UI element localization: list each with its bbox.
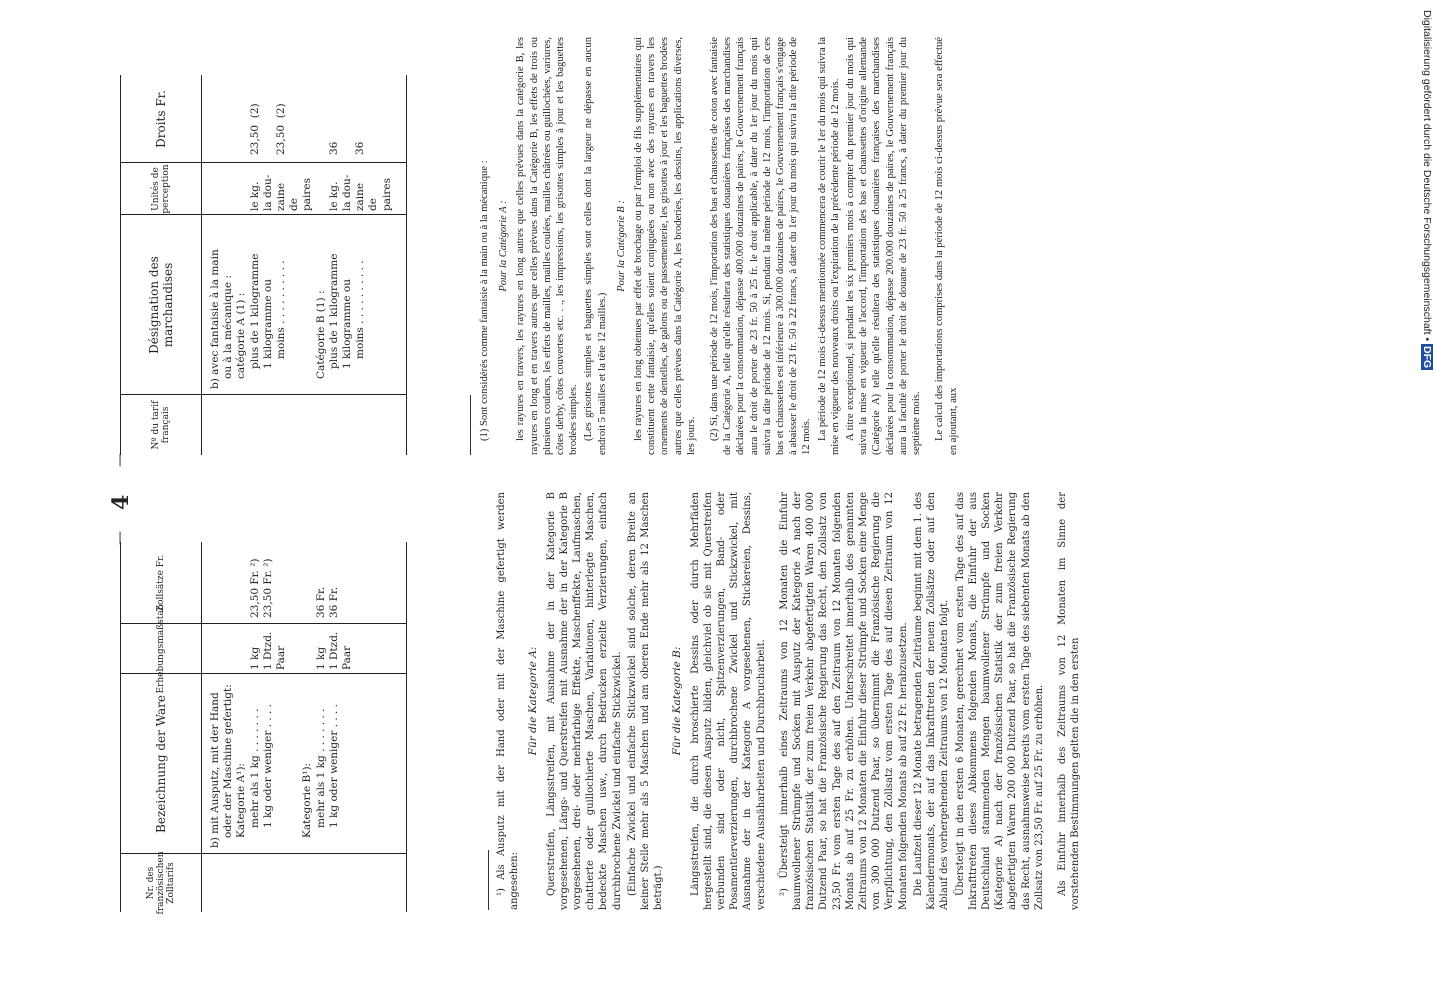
german-cell-rate: 36 Fr.	[327, 586, 340, 618]
german-cell-unit: Paar	[275, 645, 287, 670]
dash-left: —	[112, 531, 128, 545]
french-cell-desc: plus de 1 kilogramme	[248, 253, 261, 389]
french-cell-desc: catégorie A (1) :	[235, 292, 248, 389]
dfg-logo: DFG	[1421, 346, 1433, 369]
french-cell-rate: 23,50 (2)	[248, 103, 261, 155]
french-cell-unit: le kg.	[327, 181, 340, 211]
french-cell-unit: le kg.	[248, 181, 261, 211]
german-para-intro: ¹) Als Ausputz mit der Hand oder mit der Maschine gefertigt werden angesehen:	[496, 492, 521, 910]
french-para-note-2: (2) Si, dans une période de 12 mois, l'importation des bas et chaussettes de coton avec fantaisie de la Catégorie A, telle qu'elle résultera des statistiques douanières françaises des marchandises déclarées pour la consommation, dépasse 400.000 douzaines de paires, le Gouvernement français aura le droit de porter de 23 fr. 50 à 25 fr. le droit applicable, à dater du 1er jour du mois qui suivra la dite période de 12 mois. Si, pendant la même période de 12 mois, l'importation de ces bas et chaussettes est inférieure à 300.000 douzaines de paires, le Gouvernement français s'engage à abaisser le droit de 23 fr. 50 à 22 francs, à dater du 1er jour du mois qui suivra la dite période de 12 mois.	[709, 37, 813, 455]
german-tariff-table	[120, 542, 407, 915]
french-cell-desc: moins . . . . . . . . . .	[354, 260, 367, 389]
french-cell-rate: 23,50 (2)	[275, 103, 287, 155]
french-cell-desc: b) avec fantaisie à la main	[209, 249, 221, 389]
french-para-intro: (1) Sont considérés comme fantaisie à la main ou à la mécanique :	[479, 160, 490, 441]
french-cell-unit: zaine	[354, 182, 367, 211]
french-heading-category-b: Pour la Catégorie B :	[615, 200, 627, 292]
french-cell-unit: de	[288, 198, 301, 211]
dash-right: —	[112, 453, 128, 467]
german-header-tariff-no: Nr. des französischen Zolltarifs	[146, 851, 176, 915]
german-header-unit: Erhebungsmaßstab	[156, 604, 166, 694]
german-para-category-a: Querstreifen, Längsstreifen, mit Ausnahme der in der Kategorie B vorgesehenen, Längs- und Querstreifen mit Ausnahme der in der Kategorie B vorgesehenen, drei- oder mehrfarbige Effekte, Maschenffekte, Laufmaschen, chattierte oder guillochierte Maschen, Variationen, hinterlegte Maschen, bedeckte Maschen usw., durch Bedrucken erzielte Verzierungen, einfach durchbrochene Zwickel und einfache Stickzwickel.	[545, 492, 623, 910]
french-cell-rate: 36	[354, 141, 367, 155]
german-header-rate: Zollsätze Fr.	[156, 554, 166, 612]
french-footnotes	[478, 37, 962, 455]
french-footnote-rule	[470, 395, 471, 455]
french-cell-desc: 1 kilogramme ou	[341, 279, 353, 389]
french-para-calcul: Le calcul des importations comprises dans la période de 12 mois ci-dessus prévue sera effectué en ajoutant, aux	[934, 37, 959, 455]
german-cell-unit: Paar	[341, 645, 353, 670]
french-cell-unit: la dou-	[261, 174, 274, 211]
german-cell-desc: oder der Maschine gefertigt:	[222, 684, 235, 848]
french-heading-category-a: Pour la Catégorie A :	[498, 200, 510, 292]
german-cell-unit: 1 Dtzd.	[261, 631, 274, 670]
german-para-laufzeit: Die Laufzeit dieser 12 Monate betragenden Zeiträume beginnt mit dem 1. des Kalendermonats, der auf das Inkrafttreten der neuen Zollsätze oder auf den Ablauf des vorhergehenden Zeitraums von 12 Monaten folgt.	[912, 492, 951, 910]
german-cell-rate: 23,50 Fr. ²)	[248, 558, 261, 618]
german-cell-desc: Kategorie A¹):	[235, 763, 248, 848]
french-para-periode: La période de 12 mois ci-dessus mentionnée commencera de courir le 1er du mois qui suivra la mise en vigueur des nouveaux droits ou l'expiration de la précédente période de 12 mois.	[816, 37, 841, 455]
german-cell-unit: 1 kg	[248, 646, 261, 670]
french-para-category-b: les rayures en long obtenues par effet de brochage ou par l'emploi de fils supplémentaires qui constituent cette fantaisie, qu'elles soient conjuguées ou non avec des rayures en travers les ornements de dentelles, de galons ou de passementerie, les grisottes à jour et les baguettes brodées autres que celles prévues dans la Catégorie A, les broderies, les dessins, les applications diverses, les jours.	[633, 37, 697, 455]
digitization-note	[1420, 10, 1434, 990]
french-header-tariff-no: Nº du tarif français	[151, 400, 171, 450]
german-cell-unit: 1 Dtzd.	[327, 631, 340, 670]
german-cell-desc: Kategorie B¹):	[301, 762, 314, 848]
page-number: 4	[108, 494, 134, 510]
german-footnotes	[495, 492, 1084, 910]
german-cell-rate: 23,50 Fr. ²)	[261, 558, 274, 618]
french-cell-unit: paires	[301, 178, 314, 211]
french-header-unit: Unités de perception	[151, 164, 171, 214]
german-cell-rate: 36 Fr.	[314, 586, 327, 618]
french-cell-desc: ou à la mécanique :	[222, 275, 235, 389]
german-para-zwickel: (Einfache Zwickel und einfache Stickzwickel sind solche, deren Breite an keiner Stelle mehr als 5 Maschen und am oberen Ende mehr als 12 Maschen beträgt.)	[626, 492, 665, 910]
german-cell-unit: 1 kg	[314, 646, 327, 670]
german-para-category-b: Längsstreifen, die durch broschierte Dessins oder durch Mehrfäden hergestellt sind, die diesen Ausputz bilden, gleichviel ob sie mit Querstreifen verbunden sind oder nicht, Spitzenverzierungen, Band- oder Posamentierverzierungen, durchbrochene Zwickel und Stickzwickel, mit Ausnahme der in der Kategorie A vorgesehenen, Stickereien, Dessins, verschiedene Ausnäharbeiten und Durchbrucharbeit.	[689, 492, 767, 910]
digitization-note-text: Digitalisierung gefördert durch die Deutsche Forschungsgemeinschaft •	[1421, 10, 1433, 342]
french-para-grisottes: (Les grisottes simples et baguettes simples sont celles dont la largeur ne dépasse en aucun endroit 5 mailles et la tête 12 mailles.)	[583, 37, 608, 455]
french-cell-unit: zaine	[275, 182, 287, 211]
french-tariff-table	[120, 75, 407, 455]
german-header-description: Bezeichnung der Ware	[154, 695, 168, 833]
german-cell-desc: b) mit Ausputz, mit der Hand	[209, 692, 221, 848]
german-heading-category-b: Für die Kategorie B:	[671, 646, 684, 756]
french-cell-desc: 1 kilogramme ou	[261, 279, 274, 389]
german-cell-desc: mehr als 1 kg . . . . . . .	[248, 708, 261, 848]
german-para-note-2: ²) Übersteigt innerhalb eines Zeitraums von 12 Monaten die Einfuhr baumwollener Strümpfe und Socken mit Ausputz der Kategorie A nach der französischen Statistik der zum freien Verkehr abgefertigten Waren 400 000 Dutzend Paar, so hat die Französische Regierung das Recht, den Zollsatz von 23,50 Fr. vom ersten Tage des auf den Zeitraum von 12 Monaten folgenden Monats ab auf 25 Fr. zu erhöhen. Unterschreitet innerhalb des genannten Zeitraums von 12 Monaten die Einfuhr dieser Strümpfe und Socken eine Menge von 300 000 Dutzend Paar, so übernimmt die Französische Regierung die Verpflichtung, den Zollsatz vom ersten Tage des auf diesen Zeitraum von 12 Monaten folgenden Monats ab auf 22 Fr. herabzusetzen.	[778, 492, 909, 910]
french-cell-desc: moins . . . . . . . . . .	[275, 260, 287, 389]
german-para-calculation: Als Einfuhr innerhalb des Zeitraums von 12 Monaten im Sinne der vorstehenden Bestimmungen gelten die in den ersten	[1056, 492, 1082, 910]
french-cell-rate: 36	[327, 141, 340, 155]
french-para-exception: A titre exceptionnel, si pendant les six premiers mois à compter du premier jour du mois qui suivra la mise en vigueur de l'accord, l'importation des bas et chaussettes d'origine allemande (Catégorie A) telle qu'elle résultera des statistiques douanières françaises des marchandises déclarées pour la consommation, dépasse 200.000 douzaines de paires, le Gouvernement français aura la faculté de porter le droit de douane de 23 fr. 50 à 25 francs, à dater du premier jour du septième mois.	[845, 37, 923, 455]
french-cell-unit: paires	[380, 178, 393, 211]
french-header-rate: Droits Fr.	[154, 90, 168, 148]
french-header-description: Désignation des marchandises	[147, 256, 175, 354]
german-heading-category-a: Für die Kategorie A:	[527, 646, 540, 756]
french-cell-unit: la dou-	[341, 174, 353, 211]
french-cell-unit: de	[367, 198, 380, 211]
french-cell-desc: plus de 1 kilogramme	[327, 253, 340, 389]
french-para-category-a: les rayures en travers, les rayures en long autres que celles prévues dans la catégorie B, les rayures en long et en travers autres que celles prévues dans la Catégorie B, les effets de trois ou plusieurs couleurs, les effets de mailles, mailles coulées, mailles châtrées ou guillochées, variures, côtes derby, côtes couvertes etc. . ., les impressions, les grisottes simples à jour et les baguettes brodées simples.	[515, 37, 580, 455]
german-cell-desc: 1 kg oder weniger . . . .	[261, 703, 274, 848]
german-cell-desc: 1 kg oder weniger . . . .	[327, 703, 340, 848]
german-para-exception: Übersteigt in den ersten 6 Monaten, gerechnet vom ersten Tage des auf das Inkrafttreten dieses Abkommens folgenden Monats, die Einfuhr der aus Deutschland stammenden Mengen baumwollener Strümpfe und Socken (Kategorie A) nach der französischen Statistik der zum freien Verkehr abgefertigten Waren 200 000 Dutzend Paar, so hat die Französische Regierung das Recht, ausnahmsweise bereits vom ersten Tage des siebenten Monats ab den Zollsatz von 23,50 Fr. auf 25 Fr. zu erhöhen.	[954, 492, 1045, 910]
german-footnote-rule	[488, 850, 489, 910]
german-cell-desc: mehr als 1 kg . . . . . . .	[314, 708, 327, 848]
french-cell-desc: Catégorie B (1) :	[314, 290, 327, 389]
